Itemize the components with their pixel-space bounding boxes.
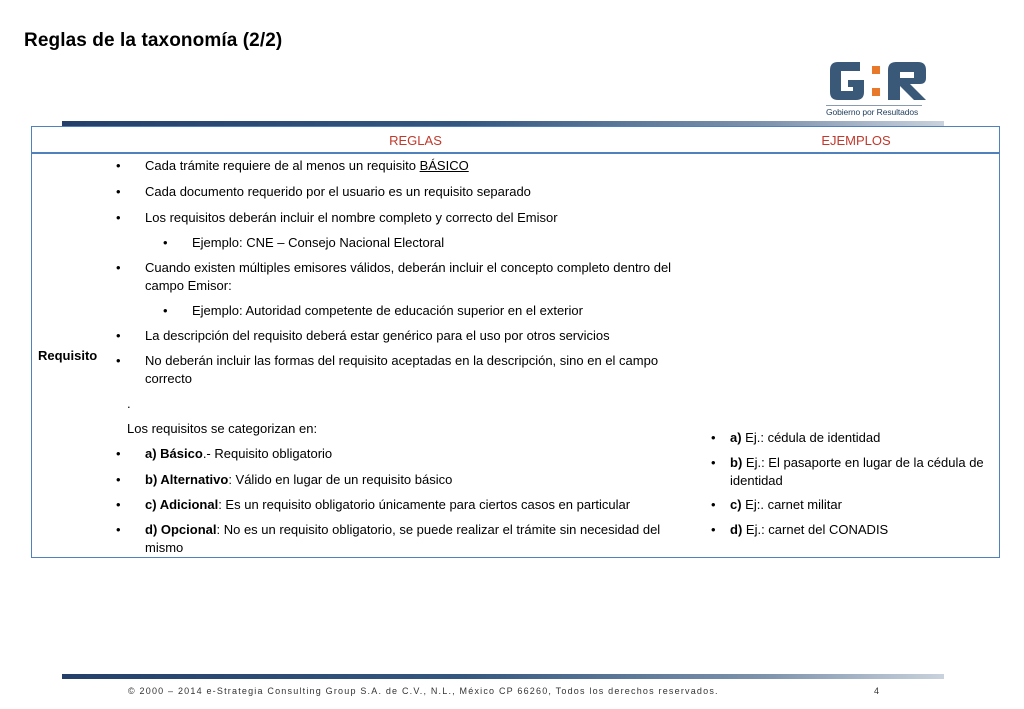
rule-subitem: • Ejemplo: CNE – Consejo Nacional Electoral: [163, 235, 445, 250]
page-number: 4: [874, 686, 880, 696]
example-item: • b) Ej.: El pasaporte en lugar de la cédula de identidad: [711, 455, 984, 488]
bottom-divider-bar: [62, 674, 944, 679]
rule-item: • Cada trámite requiere de al menos un requisito BÁSICO: [116, 158, 469, 173]
category-item: • c) Adicional: Es un requisito obligatorio únicamente para ciertos casos en particular: [116, 497, 631, 512]
header-rules: REGLAS: [389, 133, 442, 148]
categories-intro: Los requisitos se categorizan en:: [127, 421, 318, 436]
gpr-logo: [826, 58, 944, 120]
category-item: • d) Opcional: No es un requisito obligatorio, se puede realizar el trámite sin necesidad del mismo: [116, 522, 661, 555]
example-item: • a) Ej.: cédula de identidad: [711, 430, 881, 445]
page-title: Reglas de la taxonomía (2/2): [24, 30, 283, 51]
header-examples: EJEMPLOS: [821, 133, 891, 148]
rule-item: • Cada documento requerido por el usuario es un requisito separado: [116, 184, 531, 199]
category-item: • b) Alternativo: Válido en lugar de un requisito básico: [116, 472, 453, 487]
rule-item: • Cuando existen múltiples emisores válidos, deberán incluir el concepto completo dentro del campo Emisor:: [116, 260, 672, 293]
rule-item: • Los requisitos deberán incluir el nombre completo y correcto del Emisor: [116, 210, 558, 225]
separator-dot: .: [127, 396, 131, 411]
table-header: [32, 127, 999, 154]
copyright-footer: © 2000 – 2014 e-Strategia Consulting Group S.A. de C.V., N.L., México CP 66260, Todos los derechos reservados.: [128, 686, 719, 696]
taxonomy-table: [31, 126, 1000, 558]
row-label-requisito: Requisito: [38, 348, 98, 363]
example-item: • c) Ej:. carnet militar: [711, 497, 842, 512]
gpr-logo-mark: [826, 58, 944, 104]
rule-item: • La descripción del requisito deberá estar genérico para el uso por otros servicios: [116, 328, 610, 343]
rule-item: • No deberán incluir las formas del requisito aceptadas en la descripción, sino en el campo correcto: [116, 353, 659, 386]
example-item: • d) Ej.: carnet del CONADIS: [711, 522, 889, 537]
logo-caption: Gobierno por Resultados: [826, 105, 922, 117]
rule-subitem: • Ejemplo: Autoridad competente de educación superior en el exterior: [163, 303, 583, 318]
category-item: • a) Básico.- Requisito obligatorio: [116, 446, 333, 461]
